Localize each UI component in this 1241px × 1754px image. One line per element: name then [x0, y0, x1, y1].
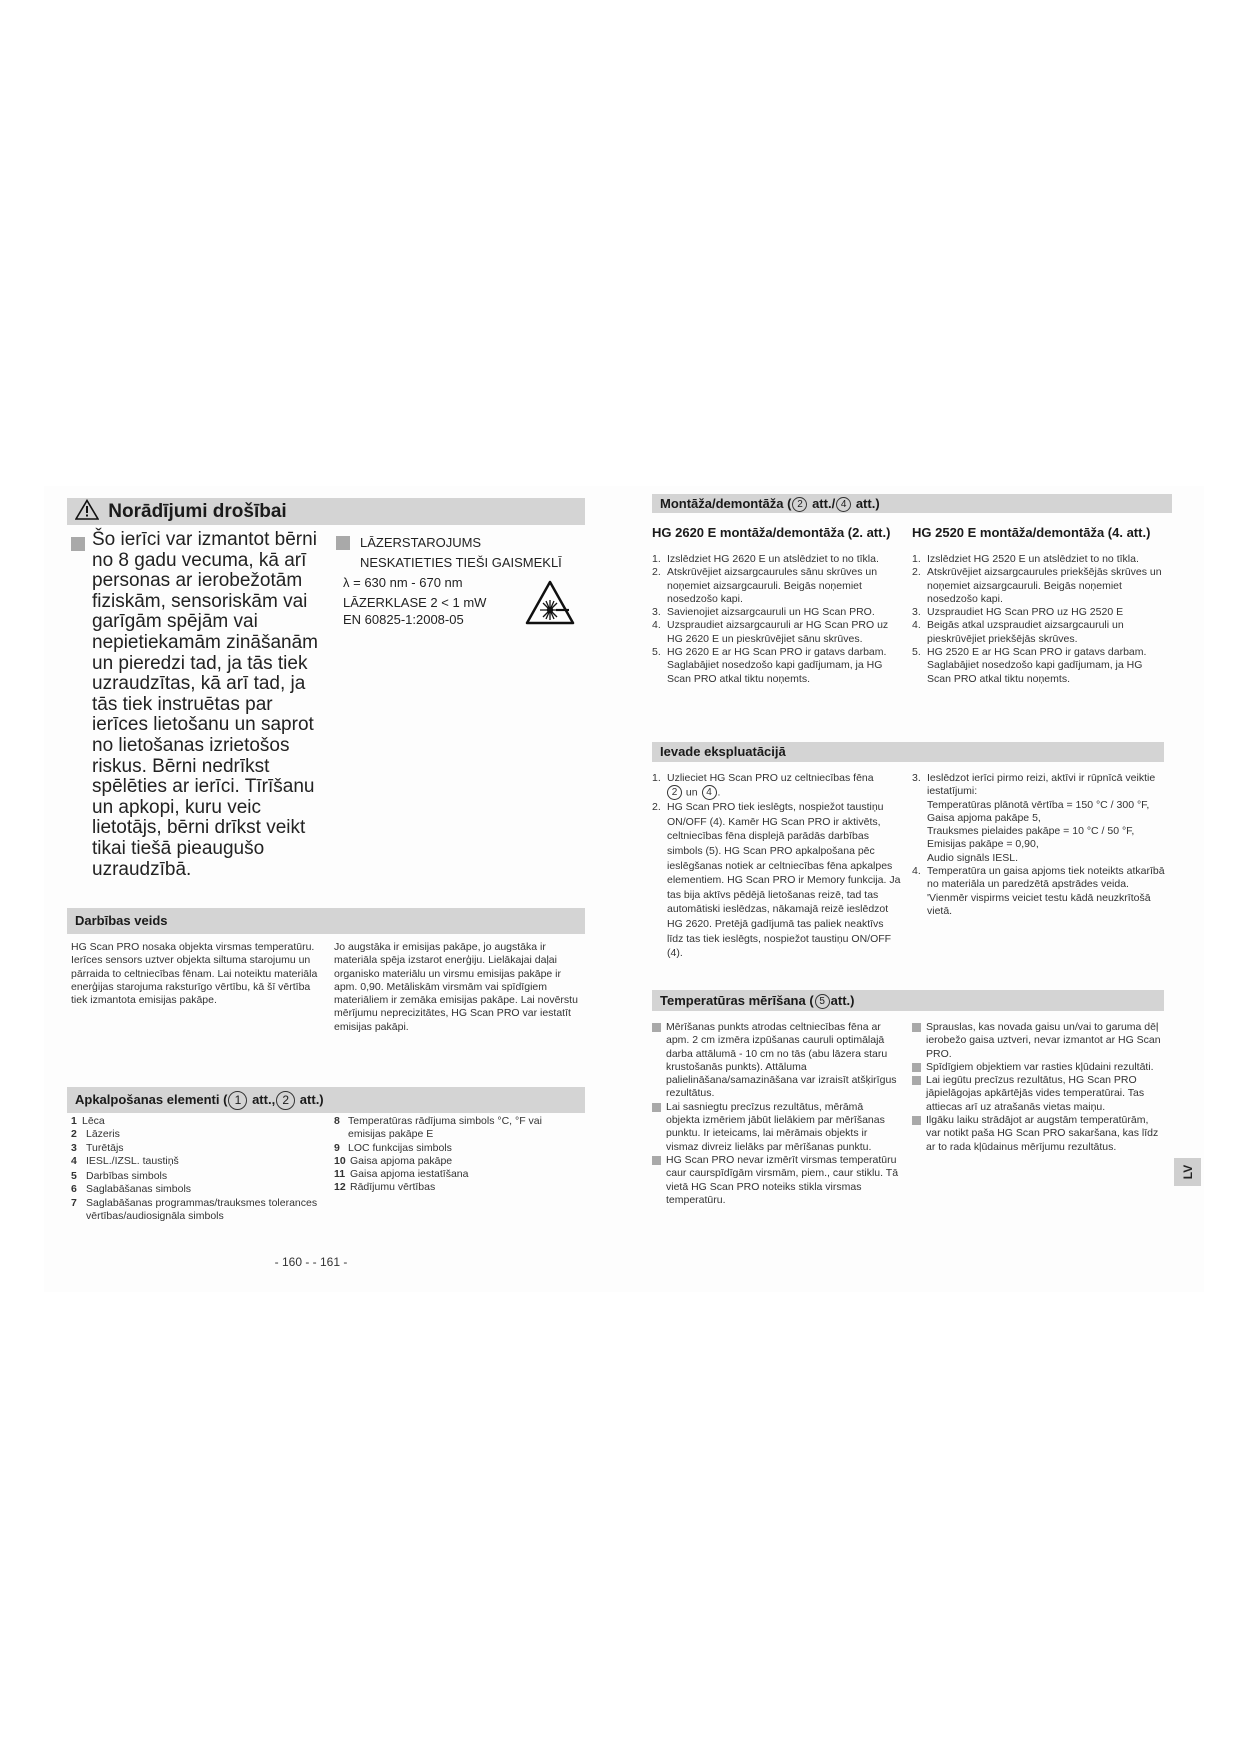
startup-steps-right	[912, 772, 1168, 918]
list-item: 7 Saglabāšanas programmas/trauksmes tolerances vērtības/audiosignāla simbols	[71, 1196, 318, 1223]
bullet-square	[912, 1116, 921, 1125]
list-item: 3 Turētājs	[71, 1141, 124, 1154]
laser-line-2: λ = 630 nm - 670 nm	[343, 575, 463, 590]
figure-ref-4: 4	[702, 785, 717, 800]
list-item: 4 IESL./IZSL. taustiņš	[71, 1154, 179, 1167]
figure-ref-2: 2	[276, 1091, 295, 1110]
figure-ref-2: 2	[667, 785, 682, 800]
figure-ref-4: 4	[836, 497, 851, 512]
factory-setting-2: Gaisa apjoma pakāpe 5,	[927, 811, 1041, 824]
figure-ref-5: 5	[815, 994, 830, 1009]
factory-setting-5: Audio signāls IESL.	[927, 851, 1019, 864]
list-item: Spīdīgiem objektiem var rasties kļūdaini rezultāti.	[912, 1061, 1162, 1074]
list-item: 2 Lāzeris	[71, 1128, 120, 1141]
list-item: 3. Ieslēdzot ierīci pirmo reizi, aktīvi ir rūpnīcā veiktie iestatījumi: Temperatūras plānotā vērtība = 150 °C / 300 °F, Gaisa apjoma pakāpe 5, Trauksmes pielaides pakāpe = 10 °C / 50 °F, Emisijas pakāpe = 0,90, Audio signāls IESL.	[912, 772, 1168, 865]
laser-warning-icon	[525, 580, 575, 625]
measuring-header: Temperatūras mērīšana ( 5 att.)	[652, 990, 1164, 1011]
list-item: 11 Gaisa apjoma iestatīšana	[334, 1168, 469, 1181]
list-item: 1. Uzlieciet HG Scan PRO uz celtniecības fēna 2 un 4 .	[652, 772, 874, 799]
list-item: HG Scan PRO nevar izmērīt virsmas temperatūru caur caurspīdīgām virsmām, piem., caur stiklu. Tā vietā HG Scan PRO noteiks stikla virsmas temperatūru.	[652, 1154, 900, 1207]
bullet-square	[71, 537, 85, 551]
language-tab: LV	[1174, 1158, 1201, 1186]
factory-setting-3: Trauksmes pielaides pakāpe = 10 °C / 50 °F,	[927, 825, 1135, 838]
safety-warning-text: Šo ierīci var izmantot bērni no 8 gadu vecuma, kā arī personas ar ierobežotām fiziskām, sensoriskām vai garīgām spējām vai nepietiekamām zināšanām un pieredzi tad, ja tās tiek uzraudzītas, kā arī tad, ja tās tiek instruētas par ierīces lietošanu un saprot no lietošanas izrietošos riskus. Bērni nedrīkst spēlēties ar ierīci. Tīrīšanu un apkopi, kuru veic lietotājs, bērni drīkst veikt tikai tiešā pieaugušo uzraudzībā.	[92, 529, 319, 880]
safety-header	[67, 498, 585, 525]
mounting-left-steps	[652, 553, 900, 686]
list-item: Lai sasniegtu precīzus rezultātus, mērāmā objekta izmēriem jābūt lielākiem par mērīšanas punktu. Ir ieteicams, lai mērāmais objekts ir vismaz divreiz lielāks par mērīšanas punktu.	[652, 1101, 900, 1154]
list-item: 1. Izslēdziet HG 2520 E un atslēdziet to no tīkla.	[912, 553, 1139, 565]
list-item: 12 Rādījumu vērtības	[334, 1181, 436, 1194]
bullet-square	[652, 1103, 661, 1112]
startup-title: Ievade ekspluatācijā	[660, 744, 786, 759]
startup-header	[652, 742, 1164, 762]
measuring-right-col	[912, 1021, 1162, 1154]
bullet-square	[652, 1023, 661, 1032]
mounting-right-title: HG 2520 E montāža/demontāža (4. att.)	[912, 525, 1151, 540]
laser-heading: LĀZERSTAROJUMS	[360, 535, 482, 550]
list-item: Mērīšanas punkts atrodas celtniecības fēna ar apm. 2 cm izmēra izpūšanas cauruli optimālajā darba attālumā - 10 cm no tās (abu lāzera staru krustošanās punkts). Attāluma palielināšana/samazināšana var izraisīt atšķirīgus rezultātus.	[652, 1021, 900, 1101]
factory-setting-1: Temperatūras plānotā vērtība = 150 °C / 300 °F,	[927, 798, 1150, 811]
elements-header: Apkalpošanas elementi ( 1 att., 2 att.)	[67, 1087, 585, 1113]
list-item: 4. Uzspraudiet aizsargcauruli ar HG Scan PRO uz HG 2620 E un pieskrūvējiet sānu skrūves.	[652, 619, 889, 645]
list-item: Lai iegūtu precīzus rezultātus, HG Scan PRO jāpielāgojas apkārtējās vides temperatūrai. Tas attiecas arī uz atrašanās vietas maiņu.	[912, 1074, 1162, 1114]
list-item: 2. HG Scan PRO tiek ieslēgts, nospiežot taustiņu ON/OFF (4). Kamēr HG Scan PRO ir aktivēts, celtniecības fēna displejā parādās darbības simbols (5). HG Scan PRO apkalpošana pēc ieslēgšanas notiek ar celtniecības fēna apkalpes elementiem. HG Scan PRO ir Memory funkcija. Ja tas bija aktīvs pēdējā lietošanas reizē, tad tas automātiski ieslēdzas, nākamajā reizē ieslēdzot HG 2620. Pretējā gadījumā tas paliek neaktīvs līdz tas tiek ieslēgts, nospiežot taustiņu ON/OFF (4).	[652, 801, 901, 960]
operation-header	[67, 908, 585, 934]
list-item: 9 LOC funkcijas simbols	[334, 1141, 452, 1154]
operation-title: Darbības veids	[75, 913, 168, 928]
list-item: 4. Temperatūra un gaisa apjoms tiek noteikts atkarībā no materiāla un paredzētā apstrādes veida. 'Vienmēr vispirms veiciet testu kādā neuzkrītošā vietā.	[912, 865, 1165, 917]
elements-list-col2	[334, 1115, 554, 1195]
list-item: 2. Atskrūvējiet aizsargcaurules priekšējās skrūves un noņemiet aizsargcauruli. Beigās noņemiet nosedzošo kapi.	[912, 566, 1162, 605]
list-item: 1. Izslēdziet HG 2620 E un atslēdziet to no tīkla.	[652, 553, 879, 565]
list-item: 4. Beigās atkal uzspraudiet aizsargcauruli un pieskrūvējiet priekšējās skrūves.	[912, 619, 1124, 645]
list-item: 5. HG 2520 E ar HG Scan PRO ir gatavs darbam. Saglabājiet nosedzošo kapi gadījumam, ja HG Scan PRO atkal tiktu noņemts.	[912, 646, 1147, 685]
list-item: 2. Atskrūvējiet aizsargcaurules sānu skrūves un noņemiet aizsargcauruli. Beigās noņemiet nosedzošo kapi.	[652, 566, 878, 605]
list-item: Sprauslas, kas novada gaisu un/vai to garuma dēļ ierobežo gaisa uztveri, nevar izmantot ar HG Scan PRO.	[912, 1021, 1162, 1061]
factory-setting-4: Emisijas pakāpe = 0,90,	[927, 838, 1039, 851]
figure-ref-1: 1	[228, 1091, 247, 1110]
measuring-left-col	[652, 1021, 900, 1207]
bullet-square	[912, 1063, 921, 1072]
bullet-square	[336, 536, 350, 550]
safety-title: Norādījumi drošībai	[108, 501, 287, 522]
list-item: 1 Lēca	[71, 1115, 105, 1127]
startup-steps-left	[652, 772, 902, 961]
list-item: 10 Gaisa apjoma pakāpe	[334, 1154, 453, 1167]
bullet-square	[912, 1023, 921, 1032]
operation-text-col1: HG Scan PRO nosaka objekta virsmas temperatūru. Ierīces sensors uztver objekta siltuma starojumu un pārraida to celtniecības fēnam. Lai noteiktu materiāla enerģijas starojuma raksturīgo vērtību, kā šī vērtība tiek izmantota emisijas pakāpe.	[71, 941, 318, 1007]
figure-ref-2: 2	[792, 497, 807, 512]
list-item: 8 Temperatūras rādījuma simbols °C, °F vai emisijas pakāpe E	[334, 1115, 542, 1141]
list-item: 6 Saglabāšanas simbols	[71, 1183, 192, 1196]
bullet-square	[912, 1076, 921, 1085]
elements-list-col1	[71, 1115, 321, 1223]
laser-line-1: NESKATIETIES TIEŠI GAISMEKLĪ	[360, 555, 562, 570]
list-item: 5. HG 2620 E ar HG Scan PRO ir gatavs darbam. Saglabājiet nosedzošo kapi gadījumam, ja HG Scan PRO atkal tiktu noņemts.	[652, 646, 887, 685]
list-item: 5 Darbības simbols	[71, 1170, 168, 1183]
operation-text-col2: Jo augstāka ir emisijas pakāpe, jo augstāka ir materiāla spēja izstarot enerģiju. Lielākajai daļai organisko materiālu un virsmu emisijas pakāpe ir apm. 0,90. Metāliskām virsmām vai spīdīgiem materiāliem ir zemāka emisijas pakāpe. Lai novērstu mērījumu neprecizitātes, HG Scan PRO var iestatīt emisijas pakāpi.	[334, 941, 578, 1033]
list-item: 3. Savienojiet aizsargcauruli un HG Scan PRO.	[652, 606, 875, 619]
mounting-header: Montāža/demontāža ( 2 att./ 4 att.)	[652, 494, 1172, 513]
bullet-square	[652, 1156, 661, 1165]
warning-triangle-icon	[75, 499, 99, 520]
mounting-right-steps	[912, 553, 1162, 686]
page-numbers: - 160 - - 161 -	[274, 1255, 348, 1269]
laser-line-3: LĀZERKLASE 2 < 1 mW	[343, 595, 487, 610]
laser-line-4: EN 60825-1:2008-05	[343, 612, 464, 627]
mounting-left-title: HG 2620 E montāža/demontāža (2. att.)	[652, 525, 891, 540]
list-item: Ilgāku laiku strādājot ar augstām temperatūrām, var notikt paša HG Scan PRO sakaršana, kas līdz ar to rada kļūdainus mērījumu rezultātus.	[912, 1114, 1162, 1154]
list-item: 3. Uzspraudiet HG Scan PRO uz HG 2520 E	[912, 606, 1124, 619]
